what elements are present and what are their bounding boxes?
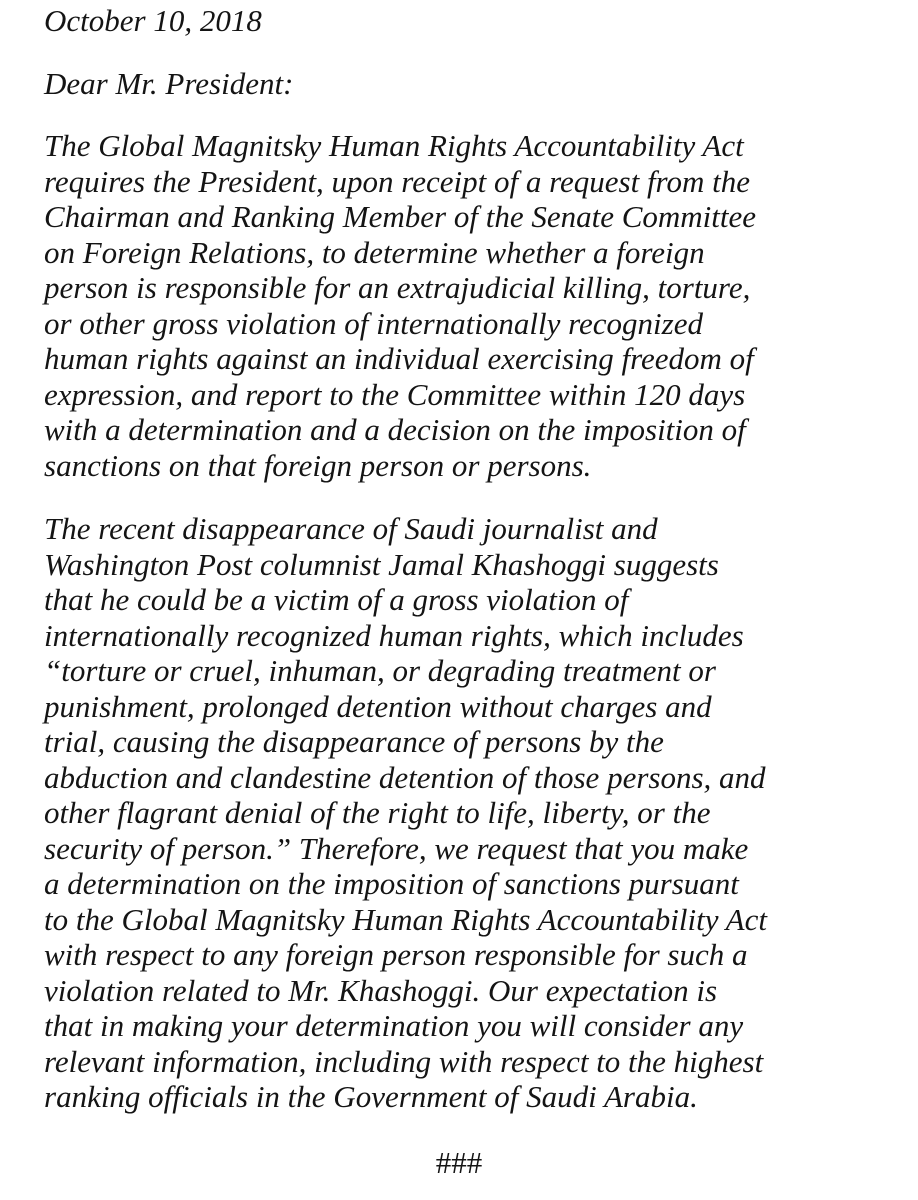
paragraph-line: sanctions on that foreign person or persons.	[44, 447, 592, 483]
paragraph-line: trial, causing the disappearance of persons by the	[44, 724, 664, 759]
salutation: Dear Mr. President:	[44, 66, 294, 101]
paragraph-line: with a determination and a decision on the imposition of	[44, 412, 746, 447]
paragraph-line: ranking officials in the Government of Saudi Arabia.	[44, 1079, 698, 1114]
paragraph-line: to the Global Magnitsky Human Rights Accountability Act	[44, 901, 767, 937]
paragraph-line: or other gross violation of internationally recognized	[44, 305, 703, 341]
paragraph-line: “torture or cruel, inhuman, or degrading treatment or	[44, 653, 716, 688]
paragraph-line: expression, and report to the Committee within 120 days	[44, 376, 746, 412]
paragraph-line: Washington Post columnist Jamal Khashoggi suggests	[44, 546, 719, 582]
paragraph-line: The recent disappearance of Saudi journalist and	[44, 511, 658, 546]
paragraph-line: on Foreign Relations, to determine whether a foreign	[44, 234, 705, 270]
paragraph-line: security of person.” Therefore, we request that you make	[44, 830, 749, 866]
paragraph-line: requires the President, upon receipt of a request from the	[44, 163, 750, 199]
paragraph-line: a determination on the imposition of sanctions pursuant	[44, 866, 739, 901]
paragraph-khashoggi-request	[44, 511, 904, 1115]
paragraph-line: punishment, prolonged detention without charges and	[44, 688, 712, 724]
paragraph-line: internationally recognized human rights, which includes	[44, 617, 744, 653]
paragraph-line: relevant information, including with respect to the highest	[44, 1043, 764, 1079]
paragraph-line: with respect to any foreign person responsible for such a	[44, 937, 748, 972]
paragraph-line: abduction and clandestine detention of those persons, and	[44, 759, 766, 795]
paragraph-line: The Global Magnitsky Human Rights Accountability Act	[44, 128, 744, 163]
letter-date: October 10, 2018	[44, 3, 262, 38]
paragraph-line: that he could be a victim of a gross violation of	[44, 582, 629, 617]
paragraph-line: violation related to Mr. Khashoggi. Our expectation is	[44, 972, 718, 1008]
paragraph-line: other flagrant denial of the right to life, liberty, or the	[44, 795, 711, 830]
end-mark: ###	[435, 1145, 483, 1180]
paragraph-line: Chairman and Ranking Member of the Senate Committee	[44, 199, 757, 234]
paragraph-line: person is responsible for an extrajudicial killing, torture,	[44, 270, 751, 305]
paragraph-magnitsky-act	[44, 128, 904, 483]
paragraph-line: human rights against an individual exercising freedom of	[44, 341, 754, 376]
paragraph-line: that in making your determination you will consider any	[44, 1008, 744, 1043]
